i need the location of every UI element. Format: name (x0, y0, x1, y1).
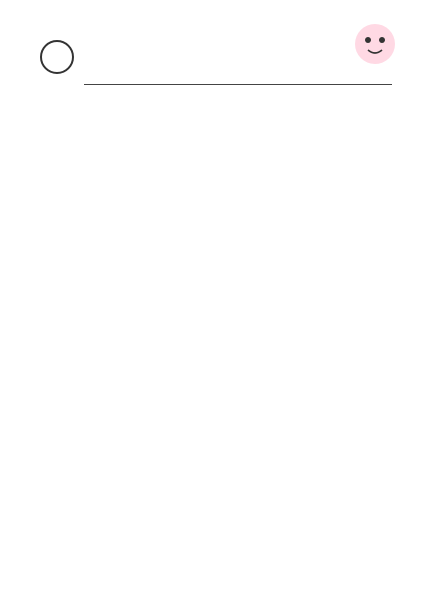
mascot-illustration (346, 18, 404, 76)
header-divider (84, 84, 392, 85)
article-body (34, 96, 390, 586)
school-emblem (40, 40, 74, 74)
